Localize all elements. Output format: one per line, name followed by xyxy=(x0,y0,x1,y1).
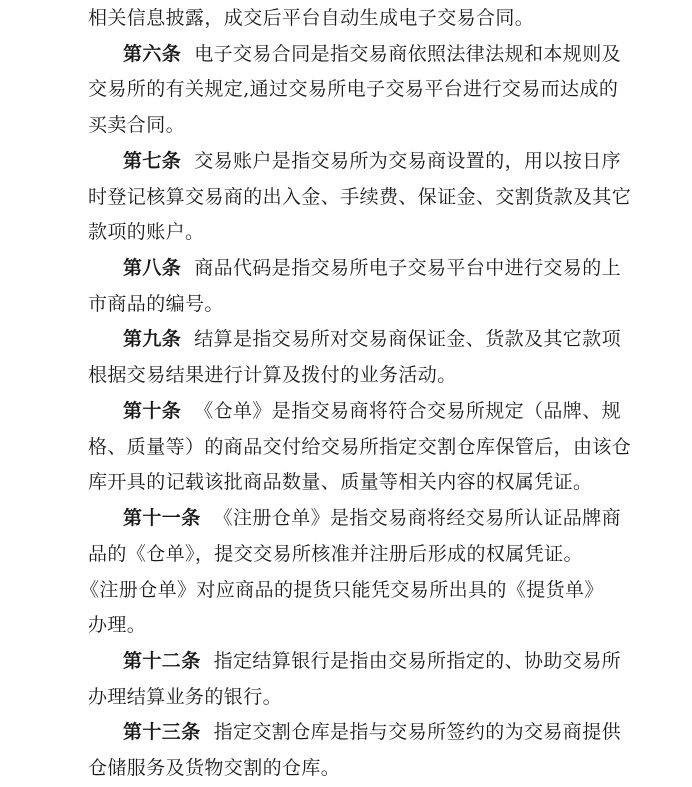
line-text: 款项的账户。 xyxy=(88,221,205,244)
article-number: 第十条 xyxy=(123,399,182,422)
line-text: 指定结算银行是指由交易所指定的、协助交易所 xyxy=(213,649,622,672)
article-number: 第八条 xyxy=(123,257,182,280)
article-number: 第六条 xyxy=(123,42,182,65)
document-line xyxy=(88,394,622,430)
document-line xyxy=(88,180,632,216)
line-text: 结算是指交易所对交易商保证金、货款及其它款项 xyxy=(194,328,622,351)
article-number: 第十一条 xyxy=(123,507,201,530)
line-text: 交易账户是指交易所为交易商设置的，用以按日序 xyxy=(194,149,622,172)
article-number: 第七条 xyxy=(123,149,182,172)
line-text: 市商品的编号。 xyxy=(88,292,224,315)
document-line xyxy=(88,215,608,251)
document-line xyxy=(88,322,622,358)
document-line xyxy=(88,430,632,466)
document-line xyxy=(88,1,608,37)
document-line xyxy=(88,251,622,287)
line-text: 库开具的记载该批商品数量、质量等相关内容的权属凭证。 xyxy=(88,471,593,494)
line-text: 办理结算业务的银行。 xyxy=(88,685,283,708)
document-line xyxy=(88,144,622,180)
line-text: 《注册仓单》是指交易商将经交易所认证品牌商 xyxy=(213,507,622,530)
article-number: 第九条 xyxy=(123,328,182,351)
document-line xyxy=(88,287,608,323)
line-text: 电子交易合同是指交易商依照法律法规和本规则及 xyxy=(194,42,622,65)
article-number: 第十三条 xyxy=(123,721,201,744)
document-line xyxy=(88,715,622,751)
document-line xyxy=(88,37,622,73)
line-text: 仓储服务及货物交割的仓库。 xyxy=(88,757,341,780)
line-text: 商品代码是指交易所电子交易平台中进行交易的上 xyxy=(194,257,622,280)
line-text: 《注册仓单》对应商品的提货只能凭交易所出具的《提货单》 xyxy=(80,578,604,601)
line-text: 格、质量等）的商品交付给交易所指定交割仓库保管后，由该仓 xyxy=(88,435,632,458)
document-line xyxy=(88,644,622,680)
line-text: 指定交割仓库是指与交易所签约的为交易商提供 xyxy=(213,721,622,744)
line-text: 品的《仓单》，提交交易所核准并注册后形成的权属凭证。 xyxy=(88,542,583,565)
article-number: 第十二条 xyxy=(123,649,201,672)
document-line xyxy=(88,465,608,501)
line-text: 《仓单》是指交易商将符合交易所规定（品牌、规 xyxy=(194,399,622,422)
line-text: 相关信息披露，成交后平台自动生成电子交易合同。 xyxy=(88,7,535,29)
document-line xyxy=(88,537,608,573)
document-line xyxy=(88,501,622,537)
line-text: 根据交易结果进行计算及拨付的业务活动。 xyxy=(88,364,457,387)
document-line xyxy=(88,358,608,394)
document-line xyxy=(88,72,619,108)
line-text: 交易所的有关规定,通过交易所电子交易平台进行交易而达成的 xyxy=(88,78,619,101)
document-line xyxy=(88,608,608,644)
line-text: 买卖合同。 xyxy=(88,114,186,137)
document-line xyxy=(88,751,608,787)
document-line xyxy=(80,573,608,609)
document-line xyxy=(88,108,608,144)
line-text: 办理。 xyxy=(88,614,147,637)
document-line xyxy=(88,680,608,716)
line-text: 时登记核算交易商的出入金、手续费、保证金、交割货款及其它 xyxy=(88,185,632,208)
